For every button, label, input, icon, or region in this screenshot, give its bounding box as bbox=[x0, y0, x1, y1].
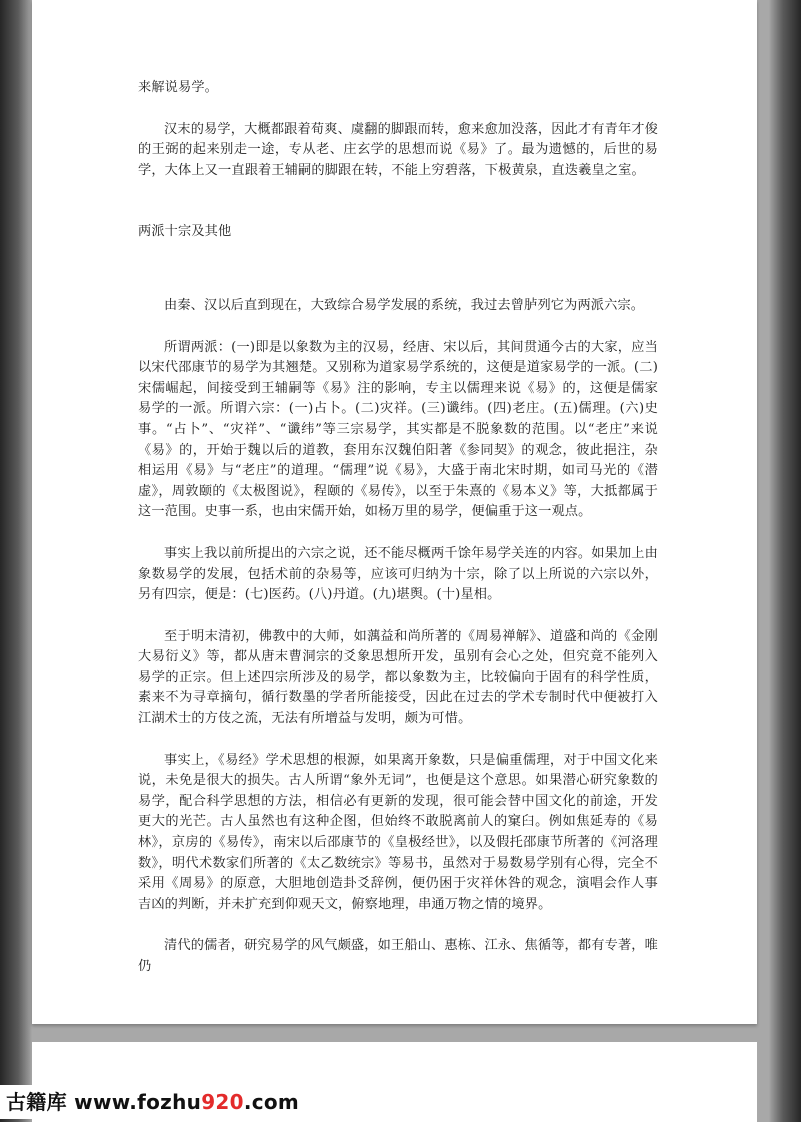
document-page bbox=[32, 0, 757, 1024]
paragraph-1: 来解说易学。 bbox=[138, 80, 219, 95]
page-text-body bbox=[138, 78, 658, 978]
paragraph-6: 至于明末清初，佛教中的大师，如蕅益和尚所著的《周易禅解》、道盛和尚的《金刚大易衍义》等，都从唐末曹洞宗的爻象思想所开发，虽别有会心之处，但究竟不能列入易学的正宗。但上述四宗所涉及的易学，都以象数为主，比较偏向于固有的科学性质，素来不为寻章摘句，循行数墨的学者所能接受，因此在过去的学术专制时代中便被打入江湖术士的方伎之流，无法有所增益与发明，颇为可惜。 bbox=[138, 628, 658, 727]
watermark-brand: 古籍库 bbox=[6, 1090, 67, 1114]
paragraph-7: 事实上，《易经》学术思想的根源，如果离开象数，只是偏重儒理，对于中国文化来说，未免是很大的损失。古人所谓“象外无词”，也便是这个意思。如果潜心研究象数的易学，配合科学思想的方法，相信必有更新的发现，很可能会替中国文化的前途，开发更大的光芒。古人虽然也有这种企图，但始终不敢脱离前人的窠臼。例如焦延寿的《易林》，京房的《易传》，南宋以后邵康节的《皇极经世》，以及假托邵康节所著的《河洛理数》，明代术数家们所著的《太乙数统宗》等易书，虽然对于易数易学别有心得，完全不采用《周易》的原意，大胆地创造卦爻辞例，便仍困于灾祥休咎的观念，演唱会作人事吉凶的判断，并未扩充到仰观天文，俯察地理，串通万物之情的境界。 bbox=[138, 752, 658, 912]
section-heading: 两派十宗及其他 bbox=[138, 224, 232, 240]
paragraph-2: 汉末的易学，大概都跟着荀爽、虞翻的脚跟而转，愈来愈加没落，因此才有青年才俊的王弼的起来别走一途，专从老、庄玄学的思想而说《易》了。最为遗憾的，后世的易学，大体上又一直跟着王辅嗣的脚跟在转，不能上穷碧落，下极黄泉，直迭羲皇之室。 bbox=[138, 121, 658, 178]
site-watermark bbox=[0, 1085, 302, 1119]
paragraph-8: 清代的儒者，研究易学的风气颇盛，如王船山、惠栋、江永、焦循等，都有专著，唯仍 bbox=[138, 938, 658, 974]
paragraph-4: 所谓两派：(一)即是以象数为主的汉易，经唐、宋以后，其间贯通今古的大家，应当以宋代邵康节的易学为其翘楚。又别称为道家易学系统的，这便是道家易学的一派。(二)宋儒崛起，间接受到王辅嗣等《易》注的影响，专主以儒理来说《易》的，这便是儒家易学的一派。所谓六宗：(一)占卜。(二)灾祥。(三)谶纬。(四)老庄。(五)儒理。(六)史事。“占卜”、“灾祥”、“谶纬”等三宗易学，其实都是不脱象数的范围。以“老庄”来说《易》的，开始于魏以后的道教，套用东汉魏伯阳著《参同契》的观念，彼此挹注，杂相运用《易》与“老庄”的道理。“儒理”说《易》，大盛于南北宋时期，如司马光的《潜虚》，周敦颐的《太极图说》，程颐的《易传》，以至于朱熹的《易本义》等，大抵都属于这一范围。史事一系，也由宋儒开始，如杨万里的易学，便偏重于这一观点。 bbox=[138, 339, 658, 520]
watermark-url-suffix: .com bbox=[243, 1090, 300, 1114]
paragraph-3: 由秦、汉以后直到现在，大致综合易学发展的系统，我过去曾胪列它为两派六宗。 bbox=[164, 297, 645, 313]
watermark-url-number: 920 bbox=[201, 1090, 244, 1114]
watermark-url bbox=[74, 1090, 299, 1114]
paragraph-5: 事实上我以前所提出的六宗之说，还不能尽概两千馀年易学关连的内容。如果加上由象数易学的发展，包括术前的杂易等，应该可归纳为十宗，除了以上所说的六宗以外，另有四宗，便是：(七)医药。(八)丹道。(九)堪舆。(十)星相。 bbox=[138, 545, 658, 603]
watermark-url-prefix: www.fozhu bbox=[74, 1090, 202, 1114]
